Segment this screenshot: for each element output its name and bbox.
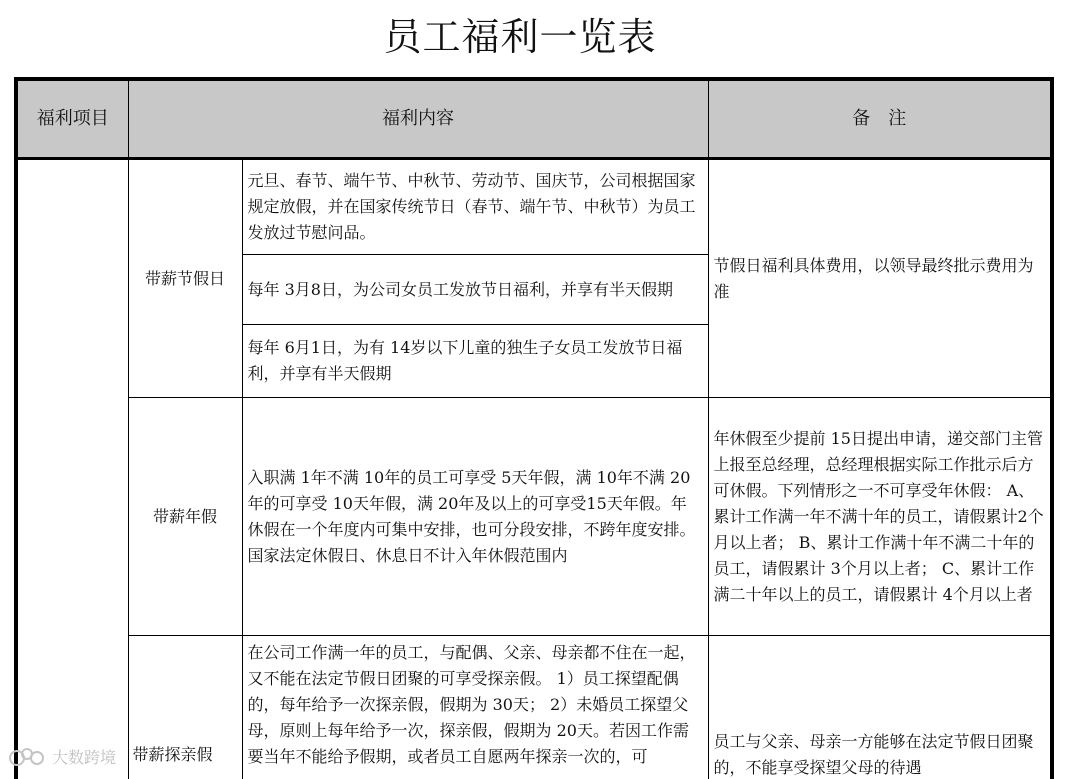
holiday-item-1: 元旦、春节、端午节、中秋节、劳动节、国庆节，公司根据国家规定放假，并在国家传统节日（春节、端午节、中秋节）为员工发放过节慰问品。 — [242, 159, 708, 255]
watermark-logo-icon — [8, 746, 48, 768]
category-holiday: 带薪节假日 — [128, 159, 242, 398]
watermark — [8, 745, 116, 768]
header-row — [16, 79, 1052, 159]
family-note: 员工与父亲、母亲一方能够在法定节假日团聚的，不能享受探望父母的待遇 — [708, 636, 1052, 779]
annual-content: 入职满 1年不满 10年的员工可享受 5天年假，满 10年不满 20年的可享受 10天年假，满 20年及以上的可享受15天年假。年休假在一个年度内可集中安排，也可分段安排，不跨年度安排。国家法定休假日、休息日不计入年休假范围内 — [242, 398, 708, 636]
table-row — [16, 636, 1052, 779]
holiday-item-3: 每年 6月1日，为有 14岁以下儿童的独生子女员工发放节日福利，并享有半天假期 — [242, 325, 708, 398]
header-note: 备 注 — [708, 79, 1052, 159]
holiday-item-2: 每年 3月8日，为公司女员工发放节日福利，并享有半天假期 — [242, 255, 708, 325]
category-family: 带薪探亲假 — [128, 636, 242, 779]
watermark-text: 大数跨境 — [52, 748, 117, 767]
table-row — [16, 398, 1052, 636]
page-title: 员工福利一览表 — [383, 15, 657, 59]
holiday-note: 节假日福利具体费用，以领导最终批示费用为准 — [708, 159, 1052, 398]
annual-note: 年休假至少提前 15日提出申请，递交部门主管上报至总经理，总经理根据实际工作批示后方可休假。下列情形之一不可享受年休假： A、累计工作满一年不满十年的员工，请假累计2个月以上者； B、累计工作满十年不满二十年的员工，请假累计 3个月以上者； C、累计工作满二十年以上的员工，请假累计 4个月以上者 — [708, 398, 1052, 636]
header-project: 福利项目 — [16, 79, 128, 159]
category-annual: 带薪年假 — [128, 398, 242, 636]
benefits-table — [14, 77, 1054, 779]
table-row — [16, 159, 1052, 255]
project-cell — [16, 159, 128, 779]
header-content: 福利内容 — [128, 79, 708, 159]
family-content: 在公司工作满一年的员工，与配偶、父亲、母亲都不住在一起，又不能在法定节假日团聚的可享受探亲假。 1）员工探望配偶的，每年给予一次探亲假，假期为 30天； 2）未婚员工探望父母，原则上每年给予一次，探亲假，假期为 20天。若因工作需要当年不能给予假期，或者员工自愿两年探亲一次的，可 — [242, 636, 708, 779]
